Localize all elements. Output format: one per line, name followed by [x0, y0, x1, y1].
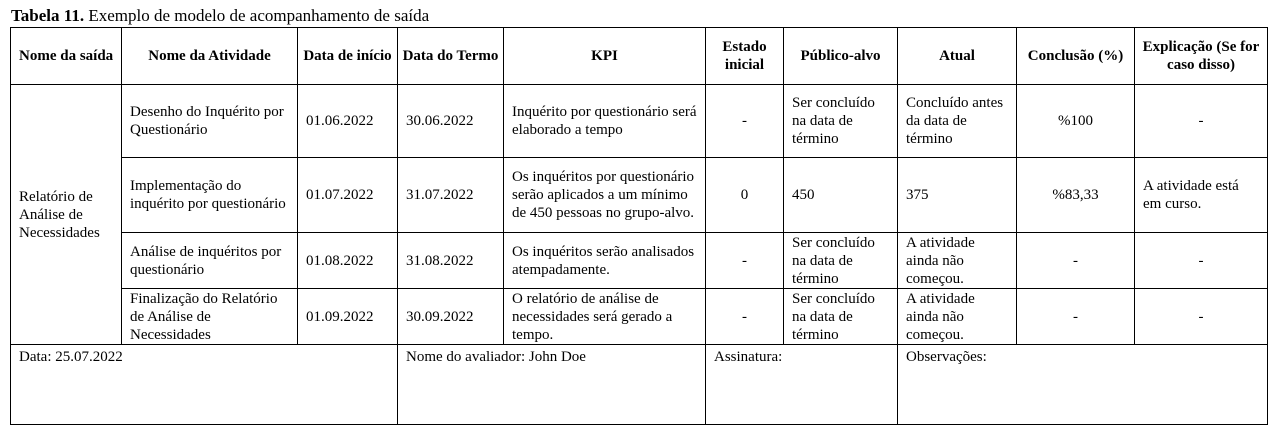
footer-observations: Observações:: [898, 345, 1268, 425]
actual-cell: 375: [898, 158, 1017, 233]
header-start-date: Data de início: [298, 28, 398, 85]
initial-state-cell: -: [706, 289, 784, 345]
footer-date: Data: 25.07.2022: [11, 345, 398, 425]
header-target: Público-alvo: [784, 28, 898, 85]
initial-state-cell: 0: [706, 158, 784, 233]
activity-cell: Finalização do Relatório de Análise de Necessidades: [122, 289, 298, 345]
table-row: [11, 85, 1268, 158]
output-name-cell: Relatório de Análise de Necessidades: [11, 85, 122, 345]
explanation-cell: -: [1135, 85, 1268, 158]
header-kpi: KPI: [504, 28, 706, 85]
target-cell: Ser concluído na data de término: [784, 233, 898, 289]
completion-cell: -: [1017, 233, 1135, 289]
table-caption: [11, 6, 429, 26]
end-date-cell: 31.08.2022: [398, 233, 504, 289]
table-row: [11, 233, 1268, 289]
header-explanation: Explicação (Se for caso disso): [1135, 28, 1268, 85]
target-cell: Ser concluído na data de término: [784, 85, 898, 158]
explanation-cell: A atividade está em curso.: [1135, 158, 1268, 233]
actual-cell: Concluído antes da data de término: [898, 85, 1017, 158]
footer-row: [11, 345, 1268, 425]
start-date-cell: 01.07.2022: [298, 158, 398, 233]
caption-text: Exemplo de modelo de acompanhamento de saída: [84, 6, 430, 25]
explanation-cell: -: [1135, 233, 1268, 289]
header-completion: Conclusão (%): [1017, 28, 1135, 85]
activity-cell: Implementação do inquérito por questionário: [122, 158, 298, 233]
start-date-cell: 01.09.2022: [298, 289, 398, 345]
header-actual: Atual: [898, 28, 1017, 85]
header-activity-name: Nome da Atividade: [122, 28, 298, 85]
kpi-cell: O relatório de análise de necessidades será gerado a tempo.: [504, 289, 706, 345]
header-row: [11, 28, 1268, 85]
header-initial-state: Estado inicial: [706, 28, 784, 85]
footer-signature: Assinatura:: [706, 345, 898, 425]
completion-cell: %100: [1017, 85, 1135, 158]
table-row: [11, 289, 1268, 345]
start-date-cell: 01.08.2022: [298, 233, 398, 289]
end-date-cell: 30.06.2022: [398, 85, 504, 158]
header-output-name: Nome da saída: [11, 28, 122, 85]
target-cell: 450: [784, 158, 898, 233]
end-date-cell: 30.09.2022: [398, 289, 504, 345]
start-date-cell: 01.06.2022: [298, 85, 398, 158]
activity-cell: Desenho do Inquérito por Questionário: [122, 85, 298, 158]
end-date-cell: 31.07.2022: [398, 158, 504, 233]
target-cell: Ser concluído na data de término: [784, 289, 898, 345]
initial-state-cell: -: [706, 233, 784, 289]
kpi-cell: Os inquéritos serão analisados atempadamente.: [504, 233, 706, 289]
completion-cell: -: [1017, 289, 1135, 345]
activity-cell: Análise de inquéritos por questionário: [122, 233, 298, 289]
actual-cell: A atividade ainda não começou.: [898, 289, 1017, 345]
output-tracking-table: [10, 27, 1268, 425]
header-end-date: Data do Termo: [398, 28, 504, 85]
actual-cell: A atividade ainda não começou.: [898, 233, 1017, 289]
explanation-cell: -: [1135, 289, 1268, 345]
footer-evaluator: Nome do avaliador: John Doe: [398, 345, 706, 425]
completion-cell: %83,33: [1017, 158, 1135, 233]
kpi-cell: Os inquéritos por questionário serão aplicados a um mínimo de 450 pessoas no grupo-alvo.: [504, 158, 706, 233]
table-row: [11, 158, 1268, 233]
caption-label: Tabela 11.: [11, 6, 85, 25]
kpi-cell: Inquérito por questionário será elaborado a tempo: [504, 85, 706, 158]
initial-state-cell: -: [706, 85, 784, 158]
